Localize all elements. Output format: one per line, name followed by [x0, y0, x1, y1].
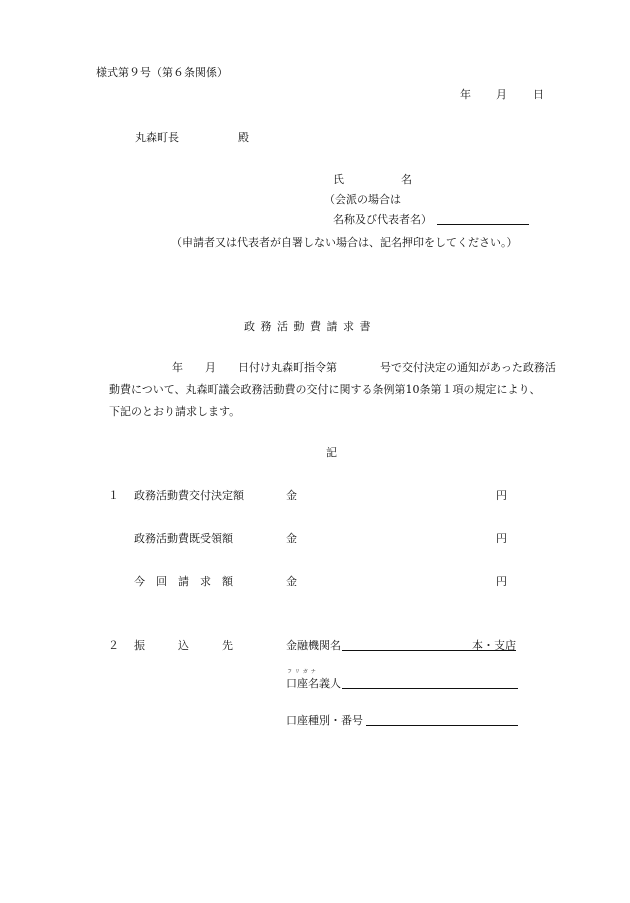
- request-amount-kin: 金: [286, 575, 297, 588]
- account-type-number-label: 口座種別・番号: [286, 714, 363, 727]
- date-month: 月: [496, 88, 507, 101]
- applicant-name-label-2: 名: [401, 173, 412, 186]
- received-amount-yen: 円: [496, 532, 507, 545]
- account-type-number-field[interactable]: [366, 714, 518, 726]
- date-day: 日: [533, 88, 544, 101]
- applicant-name-label-1: 氏: [333, 173, 344, 186]
- section-1-number: １: [108, 489, 119, 502]
- form-number: 様式第９号（第６条関係）: [96, 66, 228, 79]
- addressee-name: 丸森町長: [135, 131, 179, 144]
- account-holder-field[interactable]: [342, 677, 518, 689]
- bank-name-field[interactable]: [342, 639, 472, 651]
- ki-heading: 記: [326, 446, 337, 459]
- holder-furigana: フリガナ: [287, 669, 319, 675]
- date-year: 年: [460, 88, 471, 101]
- addressee-honorific: 殿: [238, 131, 249, 144]
- signature-note: （申請者又は代表者が自署しない場合は、記名押印をしてください。）: [171, 236, 518, 249]
- applicant-name-field[interactable]: [437, 213, 529, 225]
- request-amount-yen: 円: [496, 575, 507, 588]
- received-amount-label: 政務活動費既受領額: [134, 532, 233, 545]
- bank-name-label: 金融機関名: [286, 639, 341, 652]
- decision-amount-label: 政務活動費交付決定額: [134, 489, 244, 502]
- body-line1-rest: 日付け丸森町指令第: [238, 361, 337, 374]
- branch-suffix: 本・支店: [472, 639, 516, 652]
- body-year: 年: [172, 361, 183, 374]
- body-line2: 動費について、丸森町議会政務活動費の交付に関する条例第10条第１項の規定により、: [109, 383, 541, 396]
- transfer-destination-label: 振 込 先: [134, 639, 233, 652]
- body-line3: 下記のとおり請求します。: [109, 405, 241, 418]
- request-amount-label: 今 回 請 求 額: [134, 575, 233, 588]
- account-holder-label: 口座名義人: [286, 677, 341, 690]
- body-month: 月: [205, 361, 216, 374]
- section-2-number: ２: [108, 639, 119, 652]
- faction-line-2: 名称及び代表者名）: [333, 213, 432, 226]
- received-amount-kin: 金: [286, 532, 297, 545]
- decision-amount-yen: 円: [496, 489, 507, 502]
- body-line1-tail: 号で交付決定の通知があった政務活: [380, 361, 556, 374]
- decision-amount-kin: 金: [286, 489, 297, 502]
- faction-line-1: （会派の場合は: [324, 193, 401, 206]
- document-title: 政 務 活 動 費 請 求 書: [244, 320, 372, 333]
